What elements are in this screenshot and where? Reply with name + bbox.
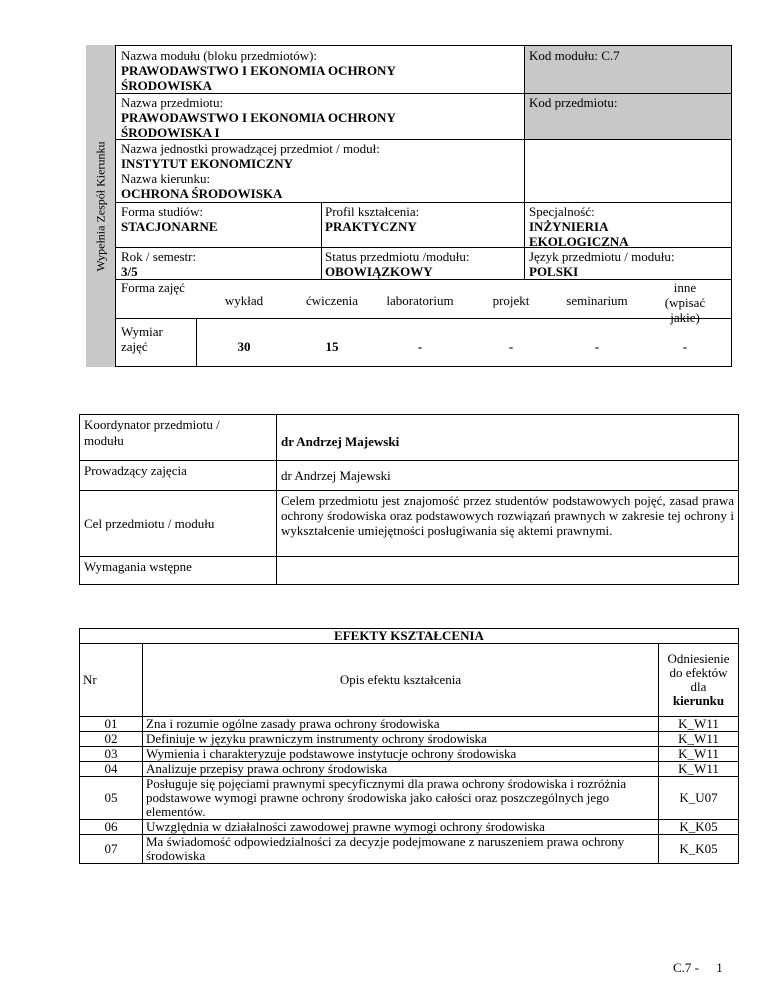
subject-name-label: Nazwa przedmiotu: (121, 95, 224, 110)
effect-ref: K_W11 (659, 717, 739, 732)
study-form-label: Forma studiów: (121, 204, 203, 219)
specialty-value: INŻYNIERIA (529, 219, 609, 234)
effect-nr: 05 (80, 777, 143, 820)
effect-desc: Analizuje przepisy prawa ochrony środowiska (143, 762, 659, 777)
requirements-value (277, 557, 739, 585)
effect-ref: K_W11 (659, 747, 739, 762)
form-seminar: seminarium (566, 293, 628, 308)
col-desc: Opis efektu kształcenia (143, 644, 659, 717)
profile-value: PRAKTYCZNY (325, 219, 417, 234)
footer-code: C.7 - (673, 960, 699, 975)
effects-title: EFEKTY KSZTAŁCENIA (80, 629, 739, 644)
hours-label: Wymiar zajęć (121, 324, 163, 354)
col-nr: Nr (80, 644, 143, 717)
unit-label: Nazwa jednostki prowadzącej przedmiot / moduł: (121, 141, 380, 156)
coordinator-value: dr Andrzej Majewski (277, 415, 739, 461)
forms-label: Forma zajęć (121, 280, 185, 295)
module-code: Kod modułu: C.7 (529, 48, 620, 63)
effect-ref: K_W11 (659, 732, 739, 747)
subject-name-cont: ŚRODOWISKA I (121, 125, 220, 140)
effect-nr: 04 (80, 762, 143, 777)
language-label: Język przedmiotu / modułu: (529, 249, 675, 264)
status-value: OBOWIĄZKOWY (325, 264, 433, 279)
hours-project: - (508, 339, 514, 354)
subject-code: Kod przedmiotu: (529, 95, 618, 110)
col-ref: Odniesienie do efektów dla kierunku (659, 644, 739, 717)
effect-row (80, 777, 739, 820)
effect-ref: K_K05 (659, 820, 739, 835)
effect-row (80, 732, 739, 747)
requirements-label: Wymagania wstępne (80, 557, 277, 585)
teacher-value: dr Andrzej Majewski (277, 461, 739, 491)
status-label: Status przedmiotu /modułu: (325, 249, 470, 264)
effect-desc: Uwzględnia w działalności zawodowej prawne wymogi ochrony środowiska (143, 820, 659, 835)
hours-laboratory: - (417, 339, 423, 354)
effect-nr: 06 (80, 820, 143, 835)
effect-desc: Ma świadomość odpowiedzialności za decyzje podejmowane z naruszeniem prawa ochrony środowiska (143, 835, 659, 864)
effect-row (80, 835, 739, 864)
hours-lecture: 30 (237, 339, 251, 354)
year-value: 3/5 (121, 264, 138, 279)
effect-row (80, 820, 739, 835)
form-exercises: ćwiczenia (306, 293, 358, 308)
subject-name: PRAWODAWSTWO I EKONOMIA OCHRONY (121, 110, 396, 125)
effect-ref: K_W11 (659, 762, 739, 777)
goal-value: Celem przedmiotu jest znajomość przez studentów podstawowych pojęć, zasad prawa ochrony środowiska oraz podstawowych rozwiązań prawnych w zakresie tej ochrony i wykształcenie umiejętności posługiwania się aktemi prawnymi. (277, 491, 739, 557)
effect-row (80, 762, 739, 777)
effect-desc: Definiuje w języku prawniczym instrumenty ochrony środowiska (143, 732, 659, 747)
specialty-label: Specjalność: (529, 204, 595, 219)
form-lecture: wykład (224, 293, 264, 308)
unit-value: INSTYTUT EKONOMICZNY (121, 156, 294, 171)
effect-nr: 07 (80, 835, 143, 864)
hours-other: - (682, 339, 688, 354)
effect-nr: 02 (80, 732, 143, 747)
module-name-cont: ŚRODOWISKA (121, 78, 213, 93)
effect-nr: 01 (80, 717, 143, 732)
language-value: POLSKI (529, 264, 579, 279)
page-footer (673, 960, 723, 976)
form-other: inne (wpisać jakie) (664, 280, 706, 325)
form-laboratory: laboratorium (386, 293, 454, 308)
page-number: 1 (716, 960, 723, 975)
effect-desc: Wymienia i charakteryzuje podstawowe instytucje ochrony środowiska (143, 747, 659, 762)
side-label: Wypełnia Zespół Kierunku (93, 141, 108, 271)
coordinator-table (79, 414, 739, 585)
effect-ref: K_U07 (659, 777, 739, 820)
teacher-label: Prowadzący zajęcia (80, 461, 277, 491)
form-project: projekt (492, 293, 530, 308)
effect-desc: Posługuje się pojęciami prawnymi specyficznymi dla prawa ochrony środowiska i rozróżnia podstawowe wymogi prawne ochrony środowiska jako całości oraz poszczególnych jego elementów. (143, 777, 659, 820)
module-name-label: Nazwa modułu (bloku przedmiotów): (121, 48, 318, 63)
field-label: Nazwa kierunku: (121, 171, 211, 186)
hours-seminar: - (594, 339, 600, 354)
coordinator-label: Koordynator przedmiotu / modułu (80, 415, 277, 461)
effect-desc: Zna i rozumie ogólne zasady prawa ochrony środowiska (143, 717, 659, 732)
profile-label: Profil kształcenia: (325, 204, 420, 219)
module-name: PRAWODAWSTWO I EKONOMIA OCHRONY (121, 63, 396, 78)
year-label: Rok / semestr: (121, 249, 197, 264)
field-value: OCHRONA ŚRODOWISKA (121, 186, 283, 201)
goal-label: Cel przedmiotu / modułu (80, 491, 277, 557)
effects-table (79, 628, 739, 864)
effect-row (80, 717, 739, 732)
effect-ref: K_K05 (659, 835, 739, 864)
study-form-value: STACJONARNE (121, 219, 218, 234)
effect-row (80, 747, 739, 762)
effect-nr: 03 (80, 747, 143, 762)
hours-exercises: 15 (325, 339, 339, 354)
specialty-value-cont: EKOLOGICZNA (529, 234, 629, 249)
